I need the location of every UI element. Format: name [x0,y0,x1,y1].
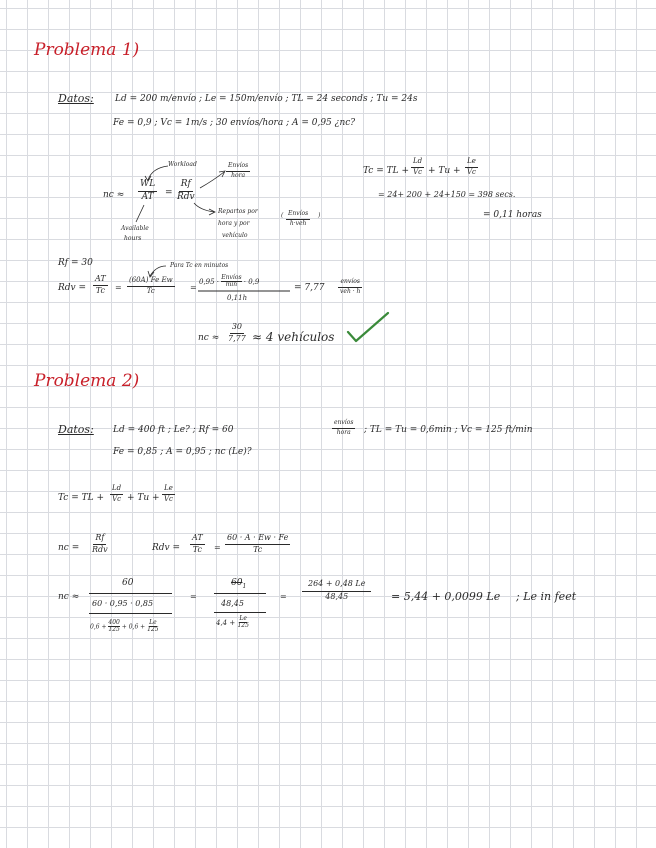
arrowhead-repartos [209,209,215,215]
problem1-tc-ld-vc: $\frac{Ld}{Vc}$ [413,157,423,176]
problem1-tc-line2: = 24+ 200 + 24+150 = 398 secs. [378,190,516,199]
problem1-wl-at-fraction [138,180,157,203]
problem2-nc2-b-bar [214,593,266,594]
problem1-ann-workload: Workload [168,161,197,168]
problem2-tc-ld-vc: $\frac{Ld}{Vc}$ [112,484,122,503]
check-icon [348,313,388,341]
problem1-rdv-result: = 7,77 [294,283,325,293]
problem1-tc-lhs: Tc = TL + [363,166,409,176]
problem2-nc1-fraction: Rf Rdv [92,533,108,554]
problem2-rdv-lhs: Rdv = [152,543,181,553]
problem2-rdv-expanded: $\frac{60 \cdot A \cdot Ew \cdot Fe}{Tc}$ [227,533,289,554]
problem1-rf-rdv-fraction [175,180,197,203]
problem2-datos-rf-unit: envíos hora [334,419,354,436]
arrow-available [136,205,144,222]
problem2-tc-le-vc: $\frac{Le}{Vc}$ [164,484,173,503]
problem2-nc2-lhs: nc ≈ [58,592,80,602]
problem1-rdv-unit: envíos veh · h [340,278,361,295]
problem1-datos-line1: Ld = 200 m/envío ; Le = 150m/envío ; TL = 24 seconds ; Tu = 24s [115,94,418,104]
problem1-final-result: ≈ 4 vehículos [252,330,335,344]
problem1-nc-lhs: nc ≈ [103,190,125,200]
problem1-ann-repartos-1: Repartos por [218,208,258,215]
problem2-tc-mid: + Tu + [127,493,160,503]
problem1-tc-le-vc: $\frac{Le}{Vc}$ [467,157,476,176]
problem1-final-lhs: nc ≈ [198,333,220,343]
arrow-repartos [194,203,214,212]
problem1-rdv-lhs: Rdv = [58,283,87,293]
problem1-rdv-note: Para Tc en minutos [170,262,229,269]
problem2-nc2-b-den-bot: 4,4 + $\frac{Le}{125}$ [216,615,249,630]
arrow-para-tc [150,266,166,276]
problem1-rdv-step2: $\frac{\text{(60A) Fe Ew}}{Tc}$ [129,276,173,295]
problem1-datos-line2: Fe = 0,9 ; Vc = 1m/s ; 30 envíos/hora ; A = 0,95 ¿nc? [113,118,356,128]
problem1-ann-envios-hveh: Envíos h·veh [288,210,309,227]
problem1-ann-available: Available [121,225,149,232]
problem2-datos-line1a: Ld = 400 ft ; Le? ; Rf = 60 [113,425,234,435]
problem2-nc2-a-den-top: 60 · 0,95 · 0,85 [92,599,154,608]
problem1-rf-value: Rf = 30 [58,258,93,268]
problem2-nc2-c-fraction: $\frac{264 + 0,48 Le}{48,45}$ [302,580,371,602]
problem1-tc-mid: + Tu + [428,166,461,176]
problem1-title: Problema 1) [34,40,140,60]
problem1-datos-label: Datos: [58,92,94,105]
problem2-nc2-b-num: $60_1$ [231,578,247,590]
problem1-rf: Rf [179,180,193,192]
problem1-at: AT [141,191,154,202]
problem2-nc2-result: = 5,44 + 0,0099 Le [391,590,501,603]
problem1-rdv-step3-num: 0,95 · Envíos min · 0,9 [199,274,260,289]
problem2-datos-label: Datos: [58,423,94,436]
problem1-final-fraction: $\frac{30}{7,77}$ [228,322,246,343]
problem1-tc-line3: = 0,11 horas [483,210,542,220]
problem1-ann-envios-hora: Envíos hora [228,162,249,179]
problem2-nc1-lhs: nc = [58,543,80,553]
arrow-workload [148,166,168,180]
problem1-ann-repartos-3: vehículo [222,232,248,239]
problem2-datos-line1b: ; TL = Tu = 0,6min ; Vc = 125 ft/min [364,425,533,435]
problem2-nc2-a-den-bot: 0,6 + $\frac{400}{125}$ + 0,6 + $\frac{Le}{125}$ [90,619,159,634]
problem2-datos-line2: Fe = 0,85 ; A = 0,95 ; nc (Le)? [113,447,252,457]
problem2-title: Problema 2) [34,371,140,391]
problem1-ann-repartos-2: hora y por [218,220,250,227]
problem2-nc2-b-den-top: 48,45 [221,599,244,608]
problem2-tc-lhs: Tc = TL + [58,493,104,503]
problem1-wl: WL [138,180,157,192]
problem2-nc2-a-num: 60 [122,578,134,588]
problem1-rdv-step3-den: 0,11h [227,294,248,302]
problem2-nc2-note: ; Le in feet [516,590,577,603]
problem1-formula-eq: = [165,188,173,198]
problem1-rdv-at-tc: $\frac{AT}{Tc}$ [95,274,106,295]
problem2-rdv-at-tc: $\frac{AT}{Tc}$ [192,533,203,554]
arrowhead-envios-hora [219,171,225,177]
problem2-nc2-a-bar [89,593,172,594]
problem1-rdv: Rdv [177,191,195,202]
arrow-envios-hora [200,172,224,188]
problem1-ann-hours: hours [124,235,142,242]
